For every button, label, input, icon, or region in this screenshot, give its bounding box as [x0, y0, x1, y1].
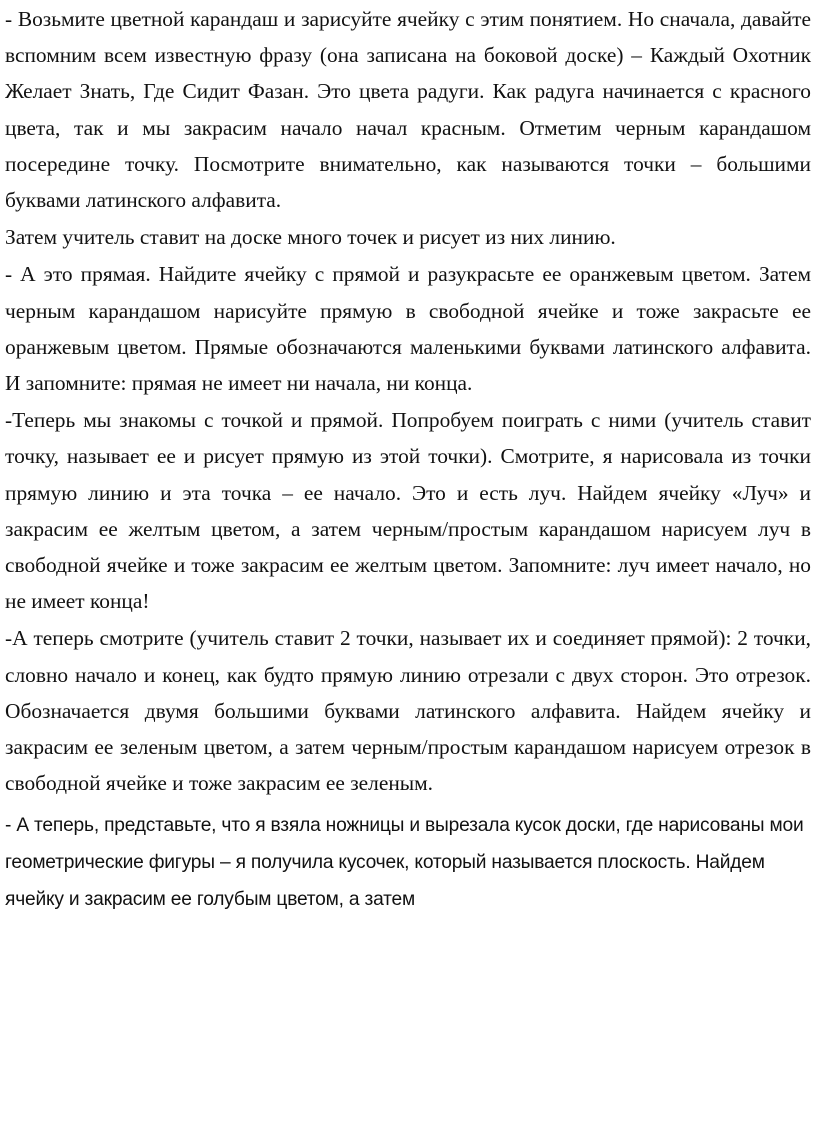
paragraph-straight-line: - А это прямая. Найдите ячейку с прямой и разукрасьте ее оранжевым цветом. Затем черным карандашом нарисуйте прямую в свободной ячейке и тоже закрасьте ее оранжевым цветом. Прямые обозначаются маленькими буквами латинского алфавита. И запомните: прямая не имеет ни начала, ни конца. — [5, 262, 811, 396]
paragraph-segment: -А теперь смотрите (учитель ставит 2 точки, называет их и соединяет прямой): 2 точки, словно начало и конец, как будто прямую линию отрезали с двух сторон. Это отрезок. Обозначается двумя большими буквами латинского алфавита. Найдем ячейку и закрасим ее зеленым цветом, а затем черным/простым карандашом нарисуем отрезок в свободной ячейке и тоже закрасим ее зеленым. — [5, 626, 811, 796]
paragraph-point: - Возьмите цветной карандаш и зарисуйте ячейку с этим понятием. Но сначала, давайте вспомним всем известную фразу (она записана на боковой доске) – Каждый Охотник Желает Знать, Где Сидит Фазан. Это цвета радуги. Как радуга начинается с красного цвета, так и мы закрасим начало начал красным. Отметим черным карандашом посередине точку. Посмотрите внимательно, как называются точки – большими буквами латинского алфавита. — [5, 7, 811, 213]
document-page — [5, 0, 811, 918]
paragraph-plane: - А теперь, представьте, что я взяла ножницы и вырезала кусок доски, где нарисованы мои геометрические фигуры – я получила кусочек, который называется плоскость. Найдем ячейку и закрасим ее голубым цветом, а затем — [5, 815, 804, 911]
paragraph-line-intro: Затем учитель ставит на доске много точек и рисует из них линию. — [5, 225, 616, 250]
paragraph-ray: -Теперь мы знакомы с точкой и прямой. Попробуем поиграть с ними (учитель ставит точку, называет ее и рисует прямую из этой точки). Смотрите, я нарисовала из точки прямую линию и эта точка – ее начало. Это и есть луч. Найдем ячейку «Луч» и закрасим ее желтым цветом, а затем черным/простым карандашом нарисуем луч в свободной ячейке и тоже закрасим ее желтым цветом. Запомните: луч имеет начало, но не имеет конца! — [5, 408, 811, 614]
